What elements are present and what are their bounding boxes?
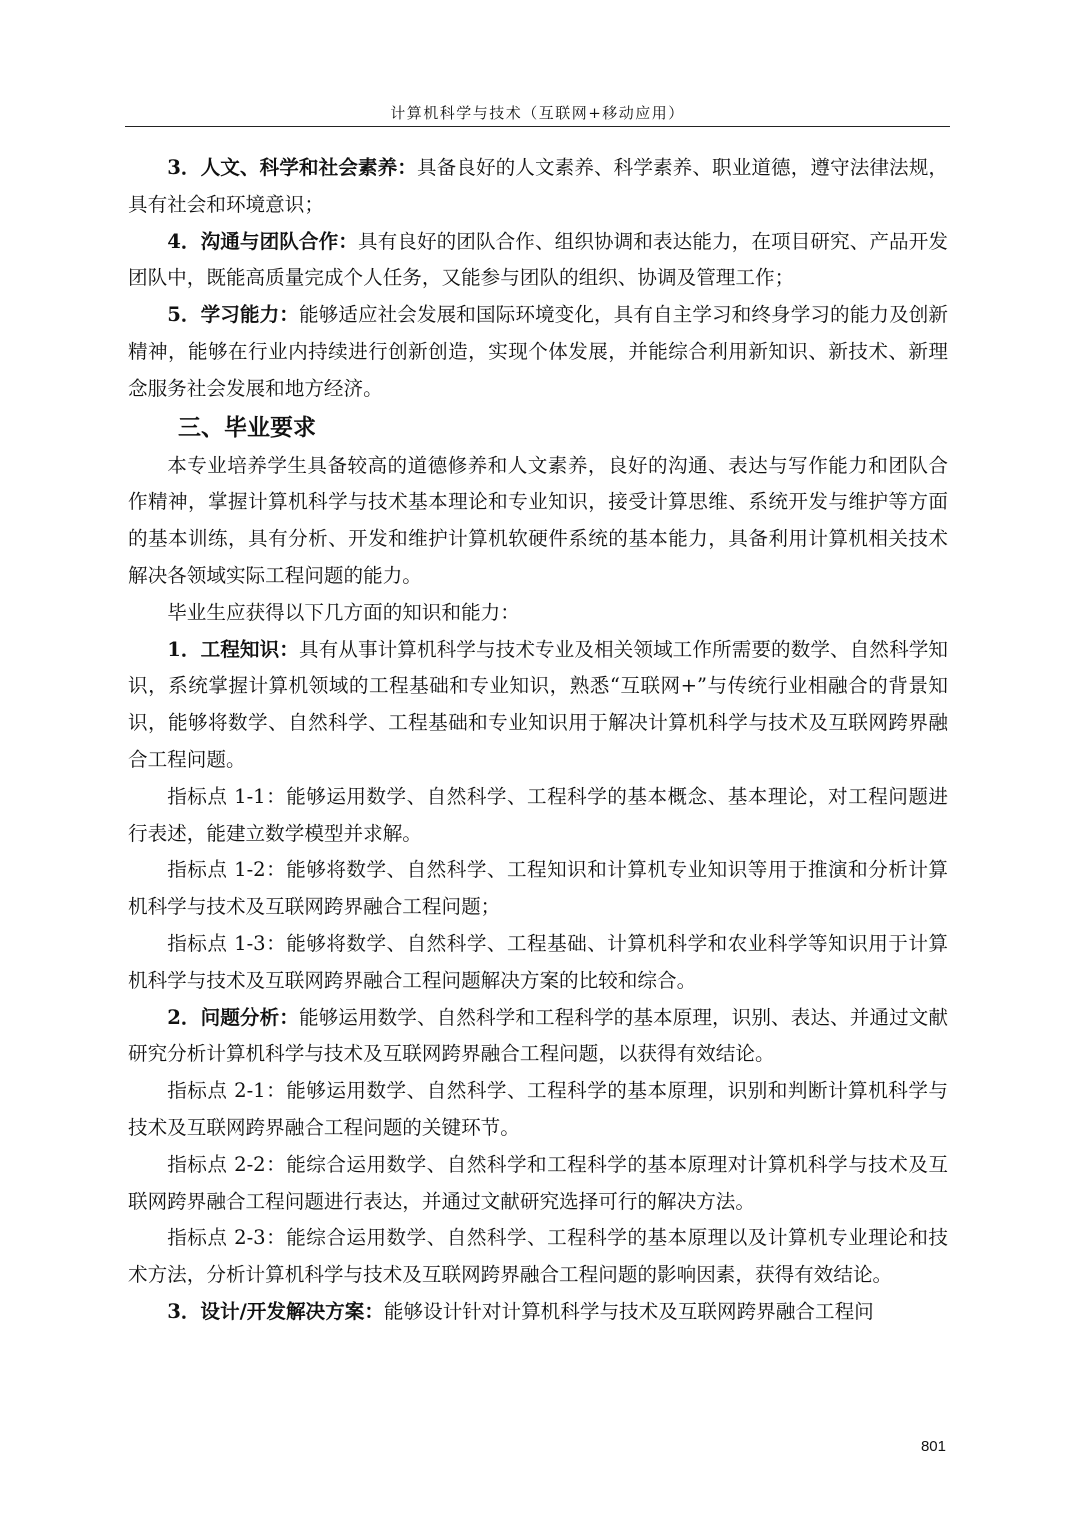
paragraph bbox=[128, 150, 948, 224]
requirement-item bbox=[128, 1000, 948, 1074]
requirement-item bbox=[128, 632, 948, 779]
paragraph-text: 能够适应社会发展和国际环境变化，具有自主学习和终身学习的能力及创新精神，能够在行业内持续进行创新创造，实现个体发展，并能综合利用新知识、新技术、新理念服务社会发展和地方经济。 bbox=[128, 303, 949, 400]
page-header: 计算机科学与技术（互联网+移动应用） bbox=[125, 100, 950, 127]
item-text: 指标点 2-1：能够运用数学、自然科学、工程科学的基本原理，识别和判断计算机科学与技术及互联网跨界融合工程问题的关键环节。 bbox=[128, 1079, 948, 1139]
indicator-item bbox=[128, 1073, 948, 1147]
item-text: 能够运用数学、自然科学和工程科学的基本原理，识别、表达、并通过文献研究分析计算机科学与技术及互联网跨界融合工程问题，以获得有效结论。 bbox=[128, 1005, 949, 1066]
paragraph-lead: 4．沟通与团队合作： bbox=[167, 229, 358, 253]
section-intro: 本专业培养学生具备较高的道德修养和人文素养，良好的沟通、表达与写作能力和团队合作精神，掌握计算机科学与技术基本理论和专业知识，接受计算思维、系统开发与维护等方面的基本训练，具有分析、开发和维护计算机软硬件系统的基本能力，具备利用计算机相关技术解决各领域实际工程问题的能力。 bbox=[128, 453, 948, 587]
item-text: 能够设计针对计算机科学与技术及互联网跨界融合工程问 bbox=[383, 1299, 874, 1323]
requirement-item bbox=[128, 1294, 948, 1331]
item-text: 指标点 1-3：能够将数学、自然科学、工程基础、计算机科学和农业科学等知识用于计算机科学与技术及互联网跨界融合工程问题解决方案的比较和综合。 bbox=[128, 931, 948, 992]
section-intro-2: 毕业生应获得以下几方面的知识和能力： bbox=[167, 600, 520, 624]
paragraph-text: 具有良好的团队合作、组织协调和表达能力，在项目研究、产品开发团队中，既能高质量完成个人任务，又能参与团队的组织、协调及管理工作； bbox=[128, 229, 948, 290]
item-text: 指标点 2-3：能综合运用数学、自然科学、工程科学的基本原理以及计算机专业理论和技术方法，分析计算机科学与技术及互联网跨界融合工程问题的影响因素，获得有效结论。 bbox=[128, 1226, 948, 1287]
item-text: 指标点 1-2：能够将数学、自然科学、工程知识和计算机专业知识等用于推演和分析计算机科学与技术及互联网跨界融合工程问题； bbox=[128, 858, 948, 919]
paragraph-text: 具备良好的人文素养、科学素养、职业道德，遵守法律法规，具有社会和环境意识； bbox=[128, 156, 948, 216]
item-lead: 3．设计/开发解决方案： bbox=[167, 1299, 384, 1323]
indicator-item bbox=[128, 926, 948, 1000]
paragraph-lead: 3．人文、科学和社会素养： bbox=[167, 156, 417, 179]
paragraph bbox=[128, 224, 948, 298]
item-text: 指标点 1-1：能够运用数学、自然科学、工程科学的基本概念、基本理论，对工程问题进行表述，能建立数学模型并求解。 bbox=[128, 784, 948, 845]
paragraph bbox=[128, 297, 948, 407]
paragraph-lead: 5．学习能力： bbox=[167, 303, 299, 327]
page-number: 801 bbox=[920, 1438, 946, 1455]
indicator-item bbox=[128, 1220, 948, 1294]
indicator-item bbox=[128, 779, 948, 853]
indicator-item bbox=[128, 1147, 948, 1221]
item-lead: 1．工程知识： bbox=[167, 637, 299, 661]
item-text: 具有从事计算机科学与技术专业及相关领域工作所需要的数学、自然科学知识，系统掌握计算机领域的工程基础和专业知识，熟悉“互联网+”与传统行业相融合的背景知识，能够将数学、自然科学、工程基础和专业知识用于解决计算机科学与技术及互联网跨界融合工程问题。 bbox=[128, 637, 949, 771]
section-heading: 三、毕业要求 bbox=[178, 413, 316, 441]
item-lead: 2．问题分析： bbox=[167, 1005, 299, 1029]
document-body bbox=[128, 150, 948, 1331]
item-text: 指标点 2-2：能综合运用数学、自然科学和工程科学的基本原理对计算机科学与技术及互联网跨界融合工程问题进行表达，并通过文献研究选择可行的解决方法。 bbox=[128, 1152, 948, 1213]
indicator-item bbox=[128, 852, 948, 926]
